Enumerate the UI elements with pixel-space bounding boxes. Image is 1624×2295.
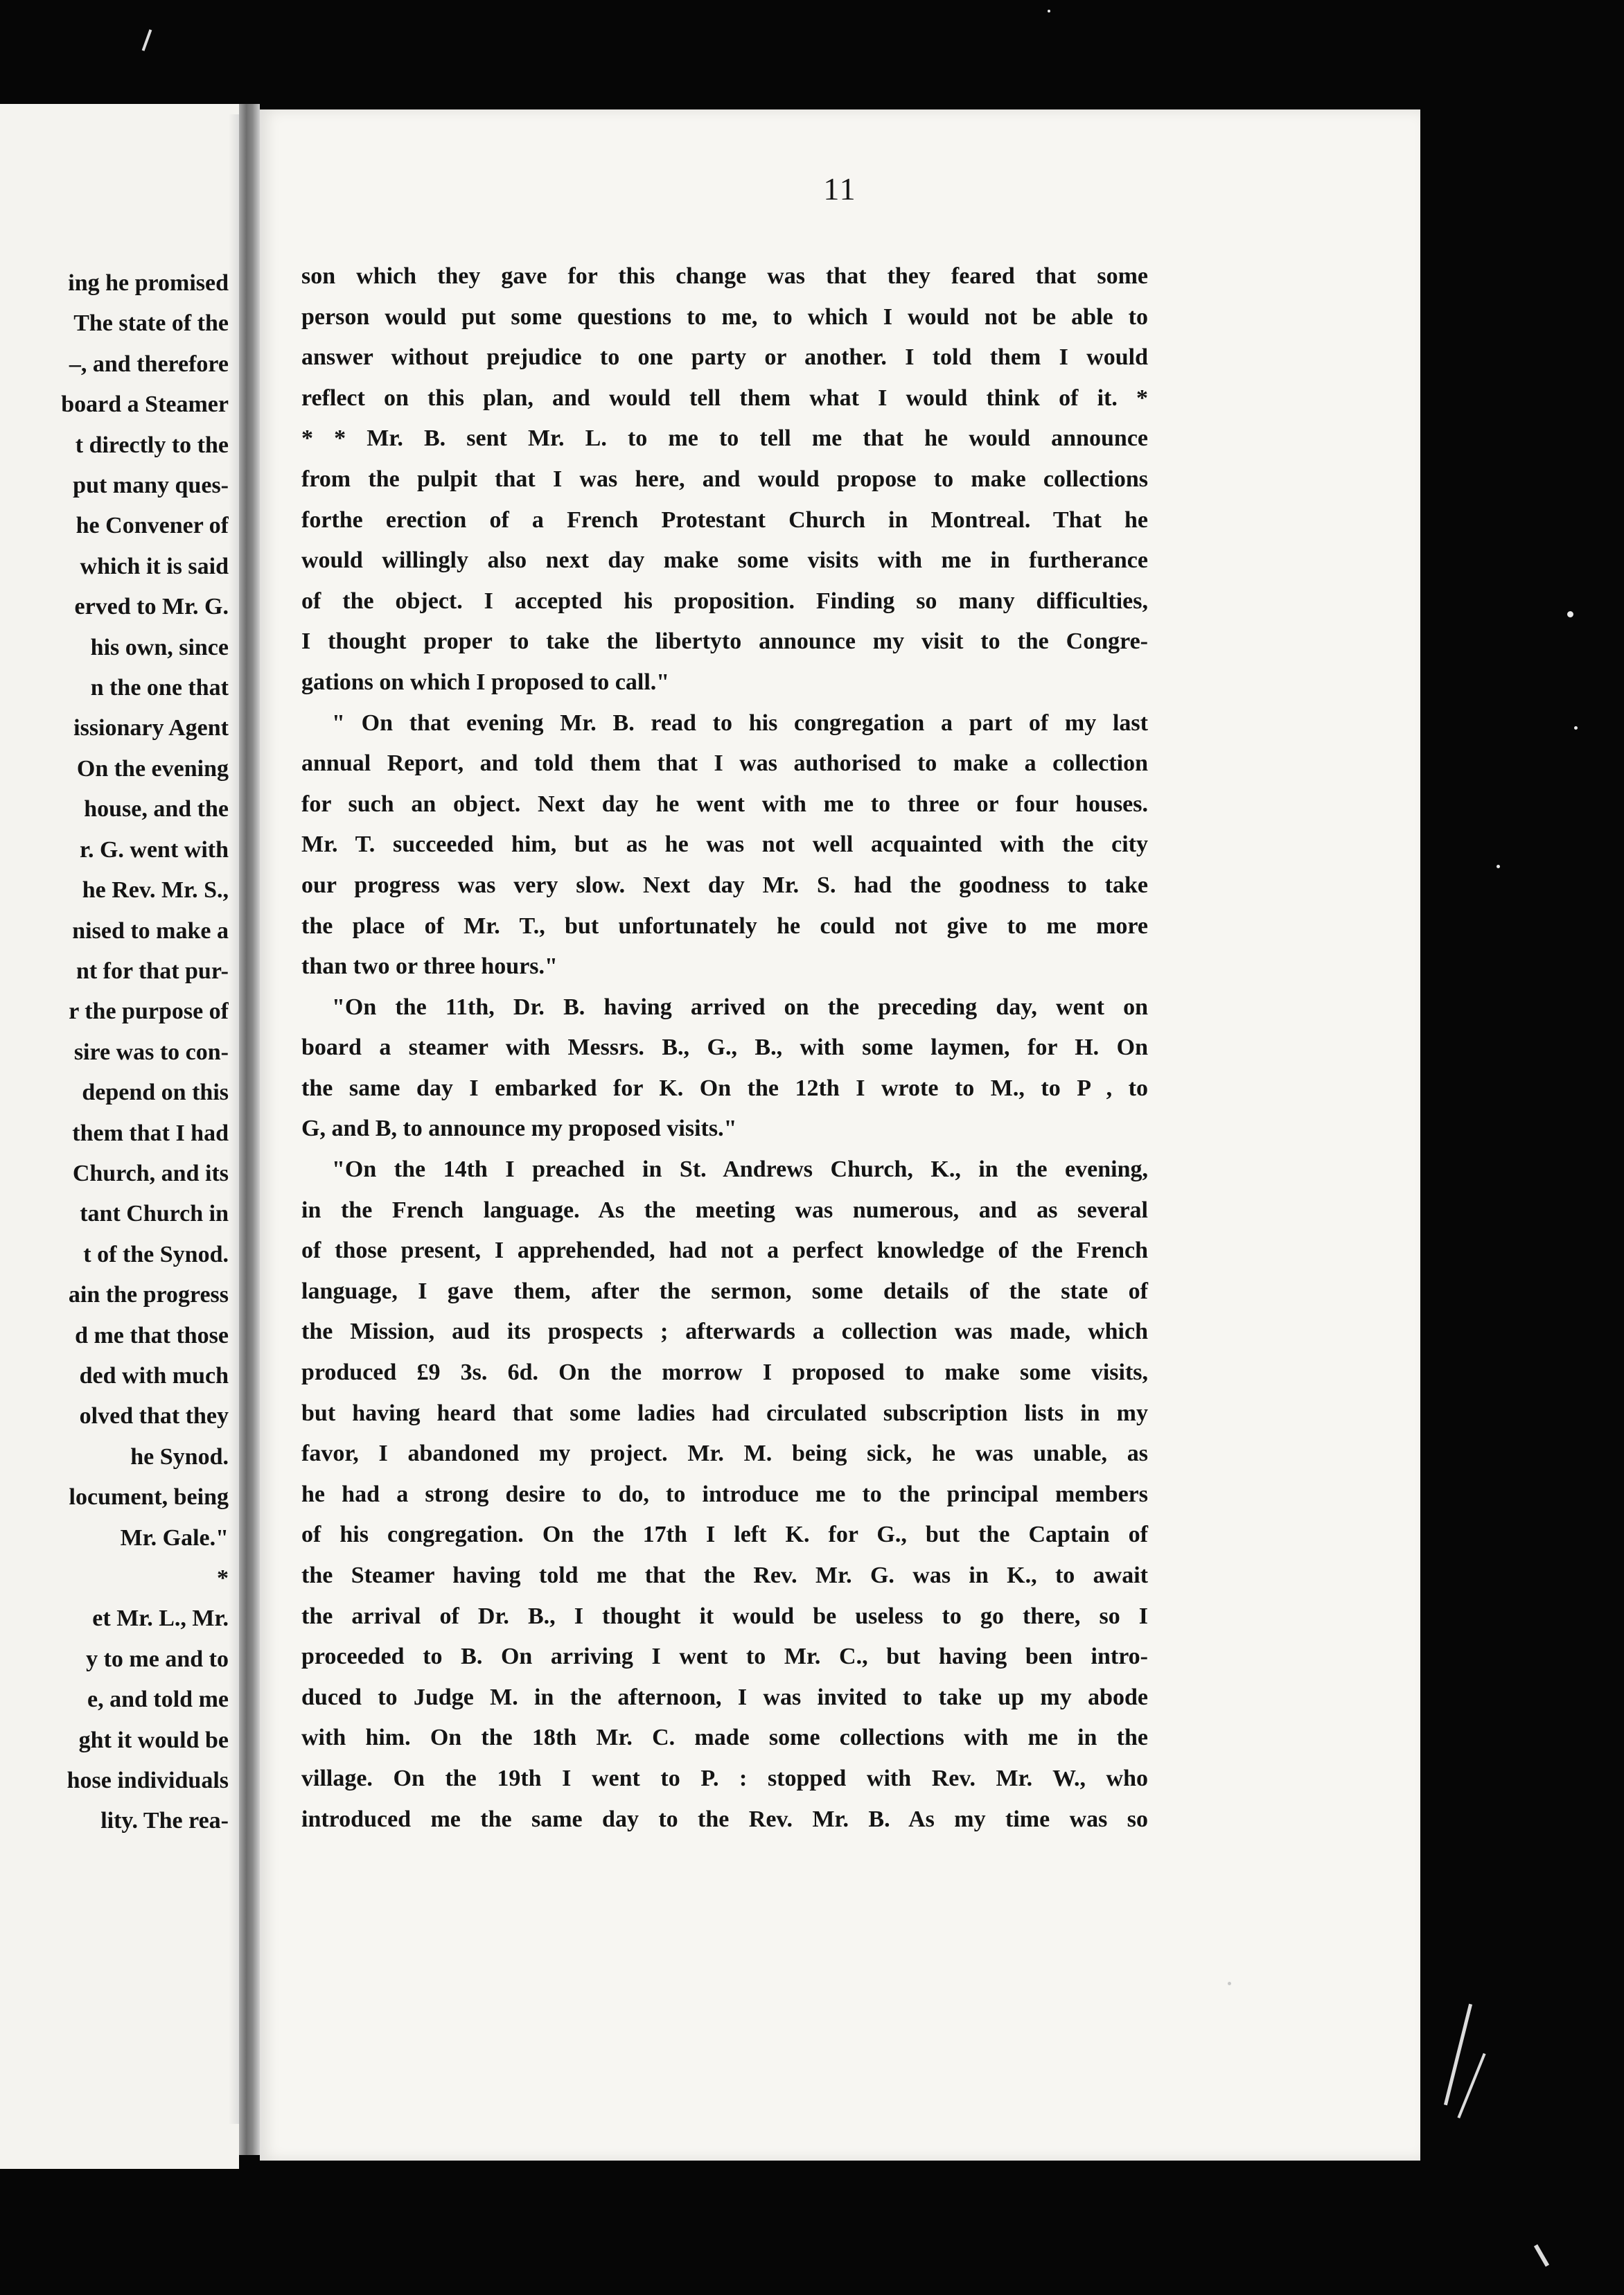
left-page-line: lity. The rea- [100,1808,229,1834]
body-text-line: Mr. T. succeeded him, but as he was not well acquainted with the city [301,832,1148,858]
left-page-line: put many ques- [73,473,229,499]
scan-artifact [1497,865,1500,868]
body-text-line: our progress was very slow. Next day Mr. S. had the goodness to take [301,872,1148,898]
left-page-line: house, and the [84,796,229,823]
body-text-line: "On the 14th I preached in St. Andrews Church, K., in the evening, [332,1157,1148,1183]
left-page-line: them that I had [72,1120,229,1146]
body-text-line: the place of Mr. T., but unfortunately he could not give to me more [301,913,1148,939]
left-page-line: On the evening [76,755,229,782]
scan-artifact [1534,2244,1549,2267]
left-page-line: ain the progress [68,1282,229,1308]
left-page-line: locument, being [69,1484,229,1511]
left-page-line: his own, since [90,634,229,660]
body-text-line: son which they gave for this change was that they feared that some [301,263,1148,289]
scan-artifact [1574,726,1578,730]
book-gutter-shadow [239,104,260,2155]
body-text-line: the Mission, aud its prospects ; afterwards a collection was made, which [301,1319,1148,1345]
body-text-line: I thought proper to take the libertyto announce my visit to the Congre- [301,628,1148,655]
left-page-text-column [0,263,229,1842]
left-page-line: y to me and to [86,1646,229,1672]
body-text-line: person would put some questions to me, to which I would not be able to [301,304,1148,330]
body-text-line: * * Mr. B. sent Mr. L. to me to tell me that he would announce [301,425,1148,452]
body-text-line: of his congregation. On the 17th I left K. for G., but the Captain of [301,1522,1148,1548]
body-text-line: of those present, I apprehended, had not a perfect knowledge of the French [301,1238,1148,1264]
body-text-line: for such an object. Next day he went with me to three or four houses. [301,791,1148,817]
left-page-line: t of the Synod. [83,1241,229,1267]
left-page-line: board a Steamer [61,392,229,418]
left-page-line: nised to make a [72,917,229,944]
left-page-line: which it is said [80,553,229,579]
body-text-line: favor, I abandoned my project. Mr. M. being sick, he was unable, as [301,1441,1148,1467]
scan-artifact [1048,10,1050,12]
body-text-line: proceeded to B. On arriving I went to Mr. C., but having been intro- [301,1644,1148,1670]
left-page-line: * [217,1565,229,1591]
left-page-line: t directly to the [75,432,229,458]
body-text-line: of the object. I accepted his proposition. Finding so many difficulties, [301,588,1148,614]
body-text-line: the same day I embarked for K. On the 12th I wrote to M., to P , to [301,1075,1148,1101]
scan-artifact [1567,611,1573,617]
left-page-line: The state of the [73,310,229,337]
left-page-line: n the one that [90,675,229,701]
body-text-column [301,256,1148,1840]
left-page-line: ght it would be [78,1727,229,1753]
body-text-line: G, and B, to announce my proposed visits." [301,1116,737,1142]
left-page-line: issionary Agent [73,715,229,741]
body-text-line: introduced me the same day to the Rev. Mr. B. As my time was so [301,1806,1148,1832]
left-page-line: nt for that pur- [76,958,229,984]
body-text-line: "On the 11th, Dr. B. having arrived on the preceding day, went on [332,994,1148,1020]
scan-artifact [1457,2053,1485,2118]
body-text-line: forthe erection of a French Protestant Church in Montreal. That he [301,507,1148,533]
left-page-line: –, and therefore [69,351,229,377]
body-text-line: answer without prejudice to one party or another. I told them I would [301,344,1148,371]
left-page-line: et Mr. L., Mr. [92,1606,229,1632]
left-page-line: he Rev. Mr. S., [82,877,229,904]
left-page-line: he Synod. [130,1443,229,1470]
left-page [0,104,239,2169]
body-text-line: he had a strong desire to do, to introduce me to the principal members [301,1481,1148,1507]
left-page-line: e, and told me [87,1687,229,1713]
body-text-line: duced to Judge M. in the afternoon, I was invited to take up my abode [301,1684,1148,1710]
left-page-line: ing he promised [68,270,229,296]
body-text-line: but having heard that some ladies had circulated subscription lists in my [301,1400,1148,1426]
left-page-line: r. G. went with [79,836,229,863]
body-text-line: annual Report, and told them that I was authorised to make a collection [301,750,1148,777]
body-text-line: reflect on this plan, and would tell them what I would think of it. * [301,385,1148,411]
left-page-line: he Convener of [76,513,229,539]
body-text-line: village. On the 19th I went to P. : stopped with Rev. Mr. W., who [301,1765,1148,1791]
left-page-line: d me that those [75,1322,229,1348]
body-text-line: from the pulpit that I was here, and would propose to make collections [301,466,1148,492]
body-text-line: board a steamer with Messrs. B., G., B., with some laymen, for H. On [301,1035,1148,1061]
body-text-line: than two or three hours." [301,953,558,980]
left-page-line: sire was to con- [73,1039,229,1065]
body-text-line: would willingly also next day make some visits with me in furtherance [301,547,1148,574]
body-text-line: the Steamer having told me that the Rev. Mr. G. was in K., to await [301,1563,1148,1588]
body-text-line: with him. On the 18th Mr. C. made some collections with me in the [301,1725,1148,1751]
left-page-line: Mr. Gale." [120,1524,229,1551]
body-text-line: the arrival of Dr. B., I thought it would be useless to go there, so I [301,1603,1148,1629]
left-page-line: erved to Mr. G. [74,594,229,620]
body-text-line: gations on which I proposed to call." [301,669,670,695]
scan-artifact [1228,1982,1231,1985]
scan-artifact [142,29,152,51]
body-text-line: produced £9 3s. 6d. On the morrow I proposed to make some visits, [301,1360,1148,1386]
left-page-line: r the purpose of [69,999,229,1025]
body-text-line: " On that evening Mr. B. read to his congregation a part of my last [332,710,1148,736]
body-text-line: in the French language. As the meeting was numerous, and as several [301,1197,1148,1223]
right-page [260,109,1420,2161]
left-page-line: Church, and its [72,1160,229,1186]
body-text-line: language, I gave them, after the sermon, some details of the state of [301,1278,1148,1304]
page-number: 11 [823,171,857,206]
left-page-line: olved that they [79,1403,229,1430]
left-page-line: ded with much [79,1362,229,1389]
left-page-line: hose individuals [67,1768,229,1794]
left-page-line: tant Church in [80,1201,229,1227]
left-page-line: depend on this [82,1080,229,1106]
